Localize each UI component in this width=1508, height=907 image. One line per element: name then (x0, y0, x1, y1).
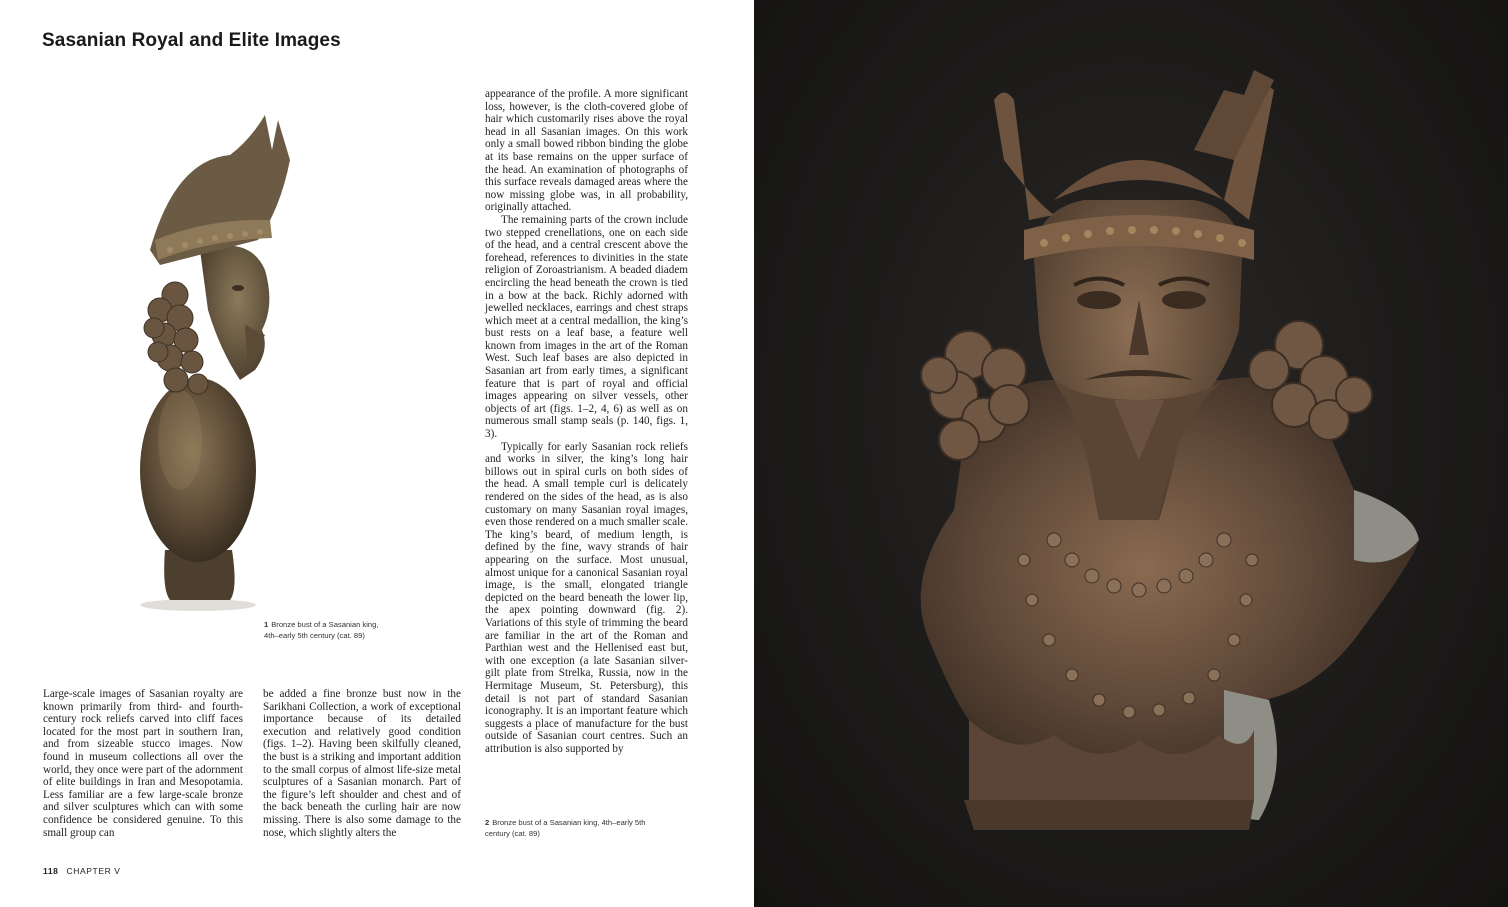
figure-2-caption-line1: Bronze bust of a Sasanian king, 4th–early 5th (492, 818, 646, 827)
figure-2-caption-line2: century (cat. 89) (485, 829, 540, 838)
text-column-2 (263, 688, 461, 839)
text-column-3 (485, 88, 688, 755)
right-page (754, 0, 1508, 907)
figure-1-caption-line1: Bronze bust of a Sasanian king, (271, 620, 379, 629)
bust-profile-image (80, 100, 320, 620)
paragraph: Typically for early Sasanian rock reliefs and works in silver, the king’s long hair billows out in spiral curls on both sides of the head. A small temple curl is delicately rendered on the sides of the head, as is also customary on many Sasanian royal images, even those rendered on a much smaller scale. The king’s beard, of medium length, is defined by the fine, wavy strands of hair appearing on the surface. Most unusual, almost unique for a canonical Sasanian royal image, is the small, elongated triangle depicted on the beard beneath the lower lip, the apex pointing downward (fig. 2). Variations of this style of trimming the beard are familiar in the art of the Roman and Parthian west and the Hellenised east but, with one exception (a late Sasanian silver-gilt plate from Strelka, Russia, now in the Hermitage Museum, St. Petersburg), this detail is not part of standard Sasanian iconography. It is an important feature which suggests a place of manufacture for the bust outside of Sasanian court centres. Such an attribution is also supported by (485, 440, 688, 755)
page-footer (43, 866, 121, 876)
chapter-label: CHAPTER V (66, 866, 121, 876)
figure-2-caption (485, 817, 685, 839)
figure-1-number: 1 (264, 620, 269, 629)
page-title: Sasanian Royal and Elite Images (42, 30, 341, 51)
paragraph: be added a fine bronze bust now in the Sarikhani Collection, a work of exceptional importance because of its detailed execution and relatively good condition (figs. 1–2). Having been skilfully cleaned, the bust is a striking and important addition to the small corpus of almost life-size metal sculptures of a Sasanian monarch. Part of the figure’s left shoulder and chest and of the back beneath the curling hair are now missing. There is also some damage to the nose, which slightly alters the (263, 688, 461, 839)
figure-1-caption-line2: 4th–early 5th century (cat. 89) (264, 631, 365, 640)
paragraph: Large-scale images of Sasanian royalty are known primarily from third- and fourth-century rock reliefs carved into cliff faces located for the most part in southern Iran, and from sizeable stucco images. Now found in museum collections all over the world, they once were part of the adornment of elite buildings in Iran and Mesopotamia. Less familiar are a few large-scale bronze and silver sculptures which can with some confidence be considered genuine. To this small group can (43, 688, 243, 839)
paragraph: appearance of the profile. A more significant loss, however, is the cloth-covered globe of hair which customarily rises above the royal head in all Sasanian images. On this work only a small bowed ribbon binding the globe at its base remains on the upper surface of the head. An examination of photographs of this surface reveals damaged areas where the now missing globe was, in all probability, originally attached. (485, 88, 688, 214)
bust-front-image (754, 0, 1508, 907)
paragraph: The remaining parts of the crown include two stepped crenellations, one on each side of the head, and a central crescent above the forehead, references to divinities in the state religion of Zoroastrianism. A beaded diadem encircling the head beneath the crown is tied in a bow at the back. Richly adorned with jewelled necklaces, earrings and chest straps which meet at a central medallion, the king’s bust rests on a leaf base, a feature well known from images in the art of the Roman West. Such leaf bases are also depicted in Sasanian art from early times, a significant feature that is part of royal and official images appearing on silver vessels, other objects of art (figs. 1–2, 4, 6) as well as on numerous small stamp seals (p. 140, figs. 1, 3). (485, 213, 688, 441)
page-number: 118 (43, 866, 59, 876)
figure-2-number: 2 (485, 818, 490, 827)
figure-1-caption (264, 619, 414, 641)
text-column-1 (43, 688, 243, 839)
